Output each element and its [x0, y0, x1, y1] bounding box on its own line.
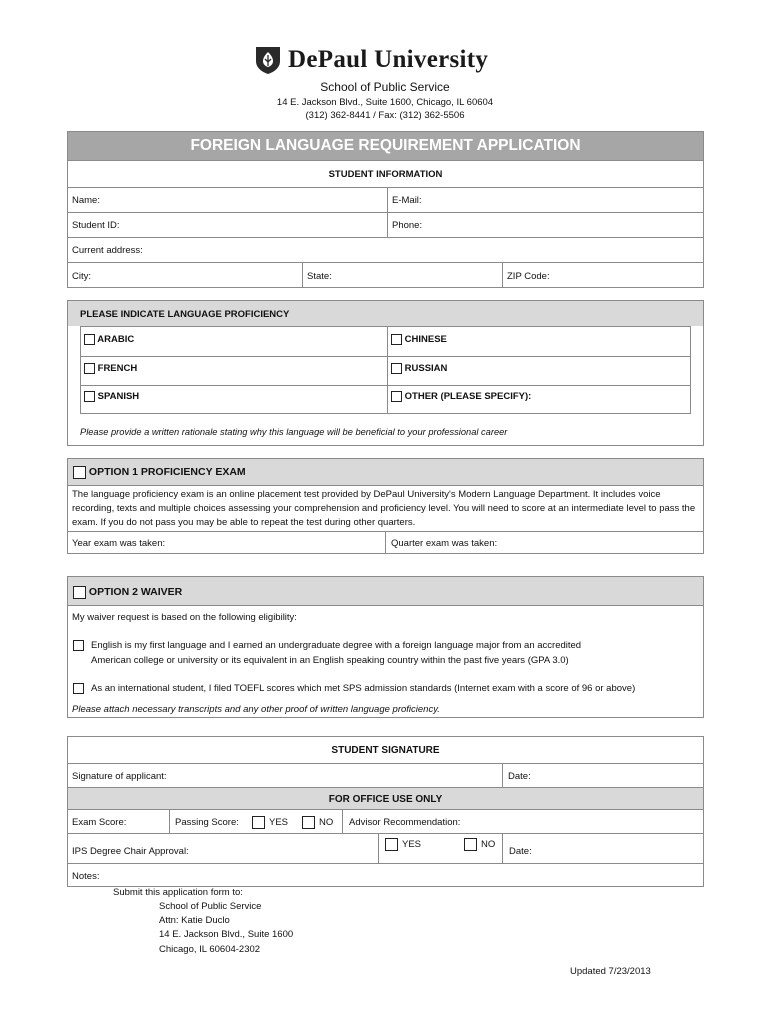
depaul-shield-icon — [254, 45, 282, 75]
waiver-english-line2: American college or university or its equivalent in an English speaking country within the past five years (GPA 3.0) — [91, 655, 569, 666]
chinese-checkbox[interactable] — [391, 334, 402, 345]
year-exam-label: Year exam was taken: — [72, 538, 166, 549]
option2-heading: OPTION 2 WAIVER — [88, 586, 183, 598]
city-label: City: — [72, 271, 91, 282]
advisor-no-checkbox[interactable] — [464, 838, 477, 851]
notes-row — [68, 863, 703, 887]
approval-date-label: Date: — [509, 846, 532, 857]
signature-date-label: Date: — [508, 771, 531, 782]
applicant-signature-label: Signature of applicant: — [72, 771, 167, 782]
option1-checkbox[interactable] — [73, 466, 86, 479]
attach-transcripts-note: Please attach necessary transcripts and any other proof of written language proficiency. — [72, 704, 440, 715]
email-label: E-Mail: — [392, 195, 422, 206]
waiver-intro: My waiver request is based on the following eligibility: — [72, 612, 297, 623]
advisor-yes-checkbox[interactable] — [385, 838, 398, 851]
option2-section — [67, 576, 704, 718]
spanish-label: SPANISH — [97, 391, 140, 403]
chinese-label: CHINESE — [404, 334, 447, 346]
other-checkbox[interactable] — [391, 391, 402, 402]
passing-no-checkbox[interactable] — [302, 816, 315, 829]
office-use-heading: FOR OFFICE USE ONLY — [68, 787, 703, 809]
submit-line-city: Chicago, IL 60604-2302 — [159, 944, 261, 955]
language-proficiency-heading: PLEASE INDICATE LANGUAGE PROFICIENCY — [68, 301, 703, 326]
arabic-option[interactable] — [84, 334, 134, 345]
french-checkbox[interactable] — [84, 363, 95, 374]
signature-office-section — [67, 736, 704, 887]
exam-score-label: Exam Score: — [72, 817, 127, 828]
quarter-exam-label: Quarter exam was taken: — [391, 538, 498, 549]
exam-score-row — [68, 809, 703, 833]
french-label: FRENCH — [97, 363, 138, 375]
rationale-prompt: Please provide a written rationale stating why this language will be beneficial to your professional career — [80, 427, 508, 437]
school-phone: (312) 362-8441 / Fax: (312) 362-5506 — [305, 110, 465, 121]
id-phone-row — [68, 212, 703, 237]
student-id-label: Student ID: — [72, 220, 120, 231]
russian-option[interactable] — [391, 363, 447, 374]
student-information-heading: STUDENT INFORMATION — [68, 160, 703, 187]
name-email-row — [68, 187, 703, 212]
submit-line-attn: Attn: Katie Duclo — [159, 915, 230, 926]
passing-no-label: NO — [319, 817, 334, 828]
advisor-no-label: NO — [481, 839, 496, 850]
phone-label: Phone: — [392, 220, 423, 231]
chair-approval-row — [68, 833, 703, 863]
passing-yes-label: YES — [269, 817, 289, 828]
submit-line-street: 14 E. Jackson Blvd., Suite 1600 — [159, 929, 294, 940]
other-label: OTHER (PLEASE SPECIFY): — [404, 391, 532, 403]
notes-label: Notes: — [72, 871, 100, 882]
university-logo — [254, 44, 516, 76]
spanish-option[interactable] — [84, 391, 139, 402]
city-state-zip-row — [68, 262, 703, 288]
russian-checkbox[interactable] — [391, 363, 402, 374]
option2-heading-row[interactable] — [68, 577, 703, 605]
waiver-english-line1: English is my first language and I earned an undergraduate degree with a foreign language major from an accredited — [91, 640, 582, 651]
submit-intro: Submit this application form to: — [113, 887, 243, 898]
option1-heading-row[interactable] — [68, 459, 703, 485]
address-row — [68, 237, 703, 262]
updated-date: Updated 7/23/2013 — [570, 966, 651, 977]
advisor-recommendation-label: Advisor Recommendation: — [349, 817, 461, 828]
exam-date-row — [68, 531, 703, 553]
waiver-english-checkbox[interactable] — [73, 640, 84, 651]
current-address-label: Current address: — [72, 245, 143, 256]
form-title: FOREIGN LANGUAGE REQUIREMENT APPLICATION — [68, 132, 703, 160]
language-grid — [80, 326, 691, 414]
spanish-checkbox[interactable] — [84, 391, 95, 402]
student-information-section — [67, 131, 704, 288]
waiver-toefl-text: As an international student, I filed TOEFL scores which met SPS admission standards (Internet exam with a score of 96 or above) — [91, 683, 636, 694]
option1-description: The language proficiency exam is an online placement test provided by DePaul University's Modern Language Department. It includes voice recording, texts and multiple choices assessing your comprehension and proficiency level. You will need to score at an intermediate level to pass the exam. If you do not pass you may be able to repeat the test during other quarters. — [68, 485, 703, 531]
signature-row — [68, 763, 703, 787]
option1-heading: OPTION 1 PROFICIENCY EXAM — [88, 466, 246, 478]
signature-heading: STUDENT SIGNATURE — [68, 737, 703, 763]
chinese-option[interactable] — [391, 334, 447, 345]
option2-body — [68, 605, 703, 717]
zip-code-label: ZIP Code: — [507, 271, 550, 282]
chair-approval-label: IPS Degree Chair Approval: — [72, 846, 189, 857]
school-name: School of Public Service — [320, 80, 450, 94]
university-name: DePaul University — [288, 46, 489, 73]
school-address: 14 E. Jackson Blvd., Suite 1600, Chicago, IL 60604 — [276, 97, 494, 108]
advisor-yes-label: YES — [402, 839, 422, 850]
option1-section — [67, 458, 704, 554]
french-option[interactable] — [84, 363, 137, 374]
russian-label: RUSSIAN — [404, 363, 448, 375]
passing-yes-checkbox[interactable] — [252, 816, 265, 829]
state-label: State: — [307, 271, 332, 282]
arabic-label: ARABIC — [97, 334, 135, 346]
arabic-checkbox[interactable] — [84, 334, 95, 345]
language-proficiency-section — [67, 300, 704, 446]
name-label: Name: — [72, 195, 100, 206]
option2-checkbox[interactable] — [73, 586, 86, 599]
other-option[interactable] — [391, 391, 531, 402]
waiver-toefl-checkbox[interactable] — [73, 683, 84, 694]
passing-score-label: Passing Score: — [175, 817, 239, 828]
submit-line-school: School of Public Service — [159, 901, 262, 912]
